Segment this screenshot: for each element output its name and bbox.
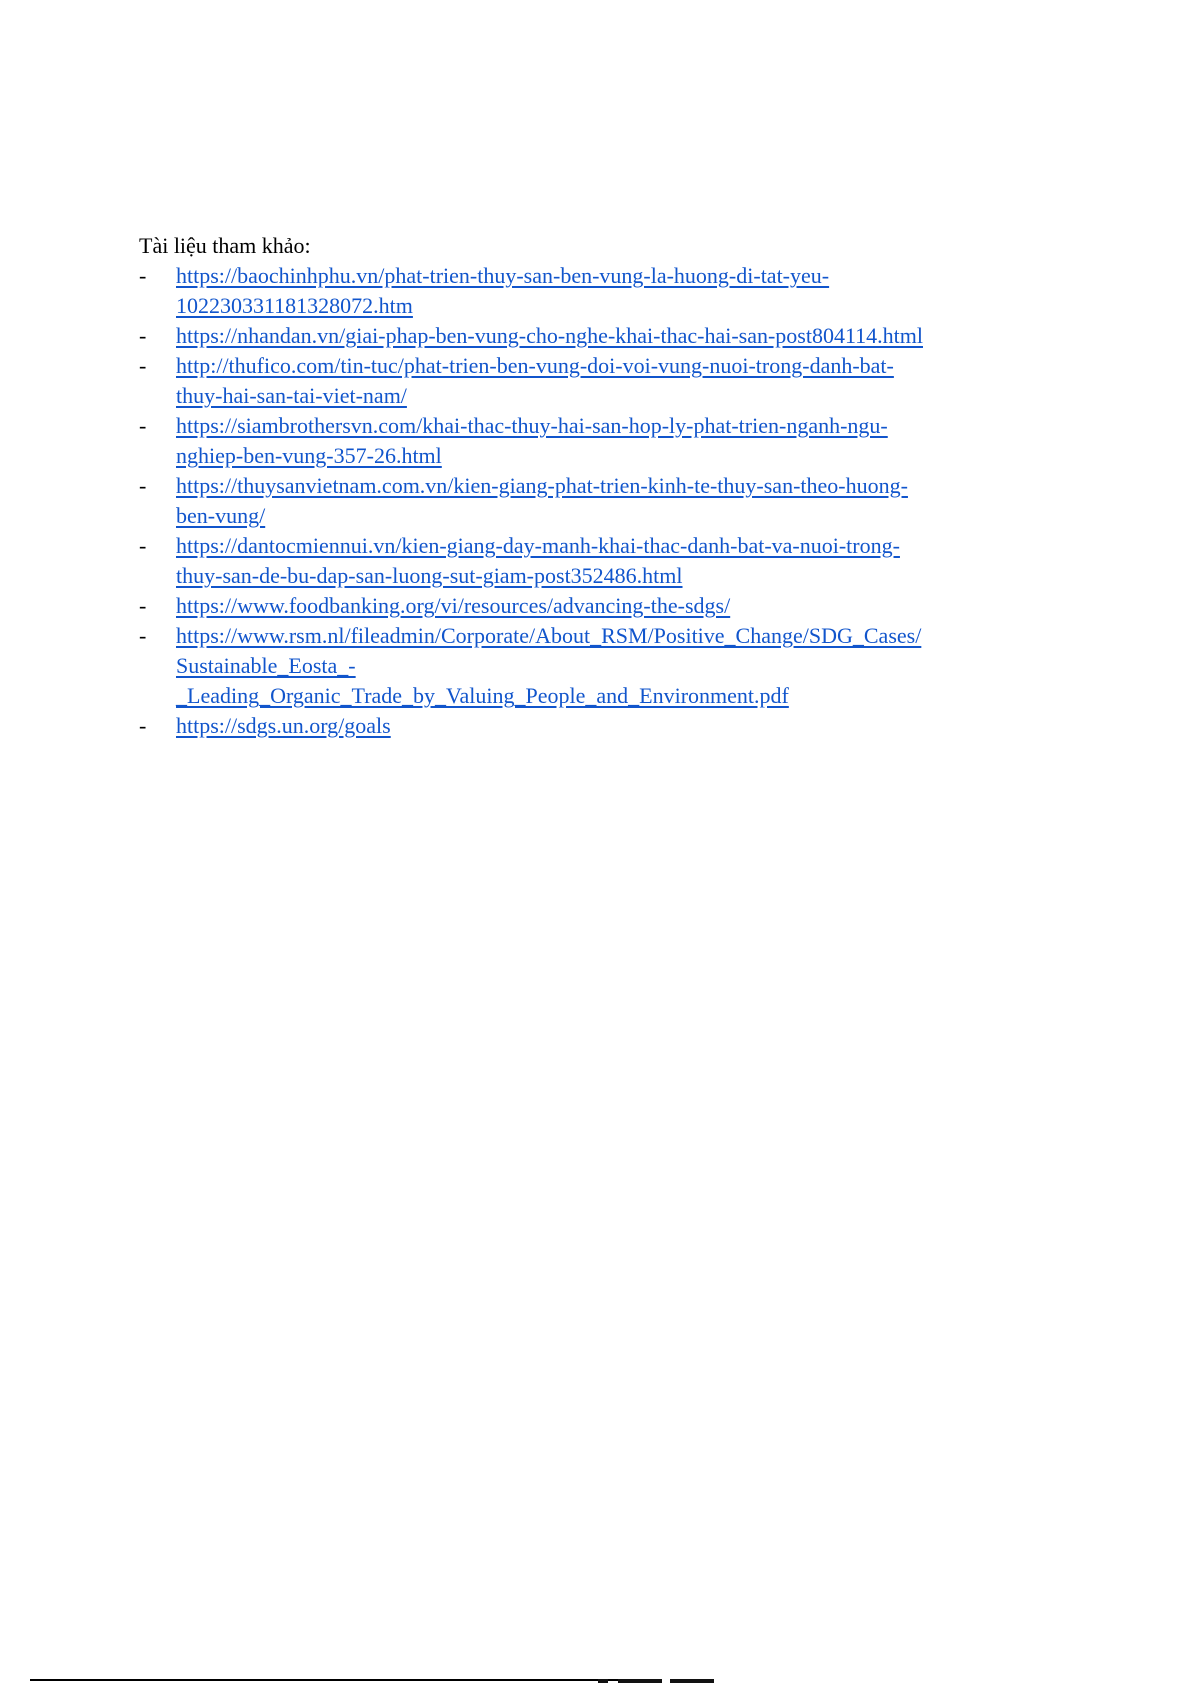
- reference-link[interactable]: [176, 261, 829, 321]
- reference-link[interactable]: [176, 591, 730, 621]
- footer-mark: [670, 1679, 714, 1683]
- reference-link[interactable]: [176, 351, 894, 411]
- reference-item: [139, 471, 1069, 531]
- reference-link-line[interactable]: thuy-san-de-bu-dap-san-luong-sut-giam-post352486.html: [176, 563, 683, 588]
- list-bullet: -: [139, 323, 147, 348]
- list-bullet: -: [139, 533, 147, 558]
- list-bullet: -: [139, 263, 147, 288]
- reference-item: [139, 321, 1069, 351]
- list-bullet: -: [139, 473, 147, 498]
- reference-item: [139, 591, 1069, 621]
- reference-link-line[interactable]: nghiep-ben-vung-357-26.html: [176, 443, 442, 468]
- reference-link-line[interactable]: 102230331181328072.htm: [176, 293, 413, 318]
- reference-link[interactable]: [176, 621, 921, 711]
- reference-link[interactable]: [176, 711, 391, 741]
- reference-link[interactable]: [176, 531, 900, 591]
- reference-item: [139, 411, 1069, 471]
- reference-link-line[interactable]: http://thufico.com/tin-tuc/phat-trien-ben-vung-doi-voi-vung-nuoi-trong-danh-bat-: [176, 353, 894, 378]
- list-bullet: -: [139, 713, 147, 738]
- list-bullet: -: [139, 593, 147, 618]
- reference-link-line[interactable]: https://siambrothersvn.com/khai-thac-thuy-hai-san-hop-ly-phat-trien-nganh-ngu-: [176, 413, 888, 438]
- reference-link-line[interactable]: https://nhandan.vn/giai-phap-ben-vung-cho-nghe-khai-thac-hai-san-post804114.html: [176, 323, 923, 348]
- reference-link-line[interactable]: ben-vung/: [176, 503, 266, 528]
- reference-link-line[interactable]: https://sdgs.un.org/goals: [176, 713, 391, 738]
- reference-link-line[interactable]: https://thuysanvietnam.com.vn/kien-giang-phat-trien-kinh-te-thuy-san-theo-huong-: [176, 473, 908, 498]
- reference-item: [139, 621, 1069, 711]
- references-heading: Tài liệu tham khảo:: [139, 233, 311, 258]
- reference-link-line[interactable]: https://www.rsm.nl/fileadmin/Corporate/About_RSM/Positive_Change/SDG_Cases/: [176, 623, 922, 648]
- footer-mark: [618, 1679, 662, 1683]
- reference-item: [139, 261, 1069, 321]
- footer-mark: [598, 1679, 608, 1683]
- reference-link-line[interactable]: thuy-hai-san-tai-viet-nam/: [176, 383, 407, 408]
- reference-item: [139, 351, 1069, 411]
- reference-link[interactable]: [176, 411, 888, 471]
- reference-link-line[interactable]: https://dantocmiennui.vn/kien-giang-day-manh-khai-thac-danh-bat-va-nuoi-trong-: [176, 533, 900, 558]
- reference-link[interactable]: [176, 321, 923, 351]
- reference-link[interactable]: [176, 471, 908, 531]
- footer-rule: [30, 1679, 620, 1681]
- reference-list: [139, 261, 1069, 741]
- list-bullet: -: [139, 413, 147, 438]
- reference-item: [139, 531, 1069, 591]
- reference-link-line[interactable]: https://baochinhphu.vn/phat-trien-thuy-san-ben-vung-la-huong-di-tat-yeu-: [176, 263, 830, 288]
- reference-link-line[interactable]: _Leading_Organic_Trade_by_Valuing_People_and_Environment.pdf: [176, 683, 789, 708]
- reference-link-line[interactable]: https://www.foodbanking.org/vi/resources/advancing-the-sdgs/: [176, 593, 731, 618]
- document-body: [139, 231, 1069, 741]
- list-bullet: -: [139, 353, 147, 378]
- reference-item: [139, 711, 1069, 741]
- list-bullet: -: [139, 623, 147, 648]
- reference-link-line[interactable]: Sustainable_Eosta_-: [176, 653, 356, 678]
